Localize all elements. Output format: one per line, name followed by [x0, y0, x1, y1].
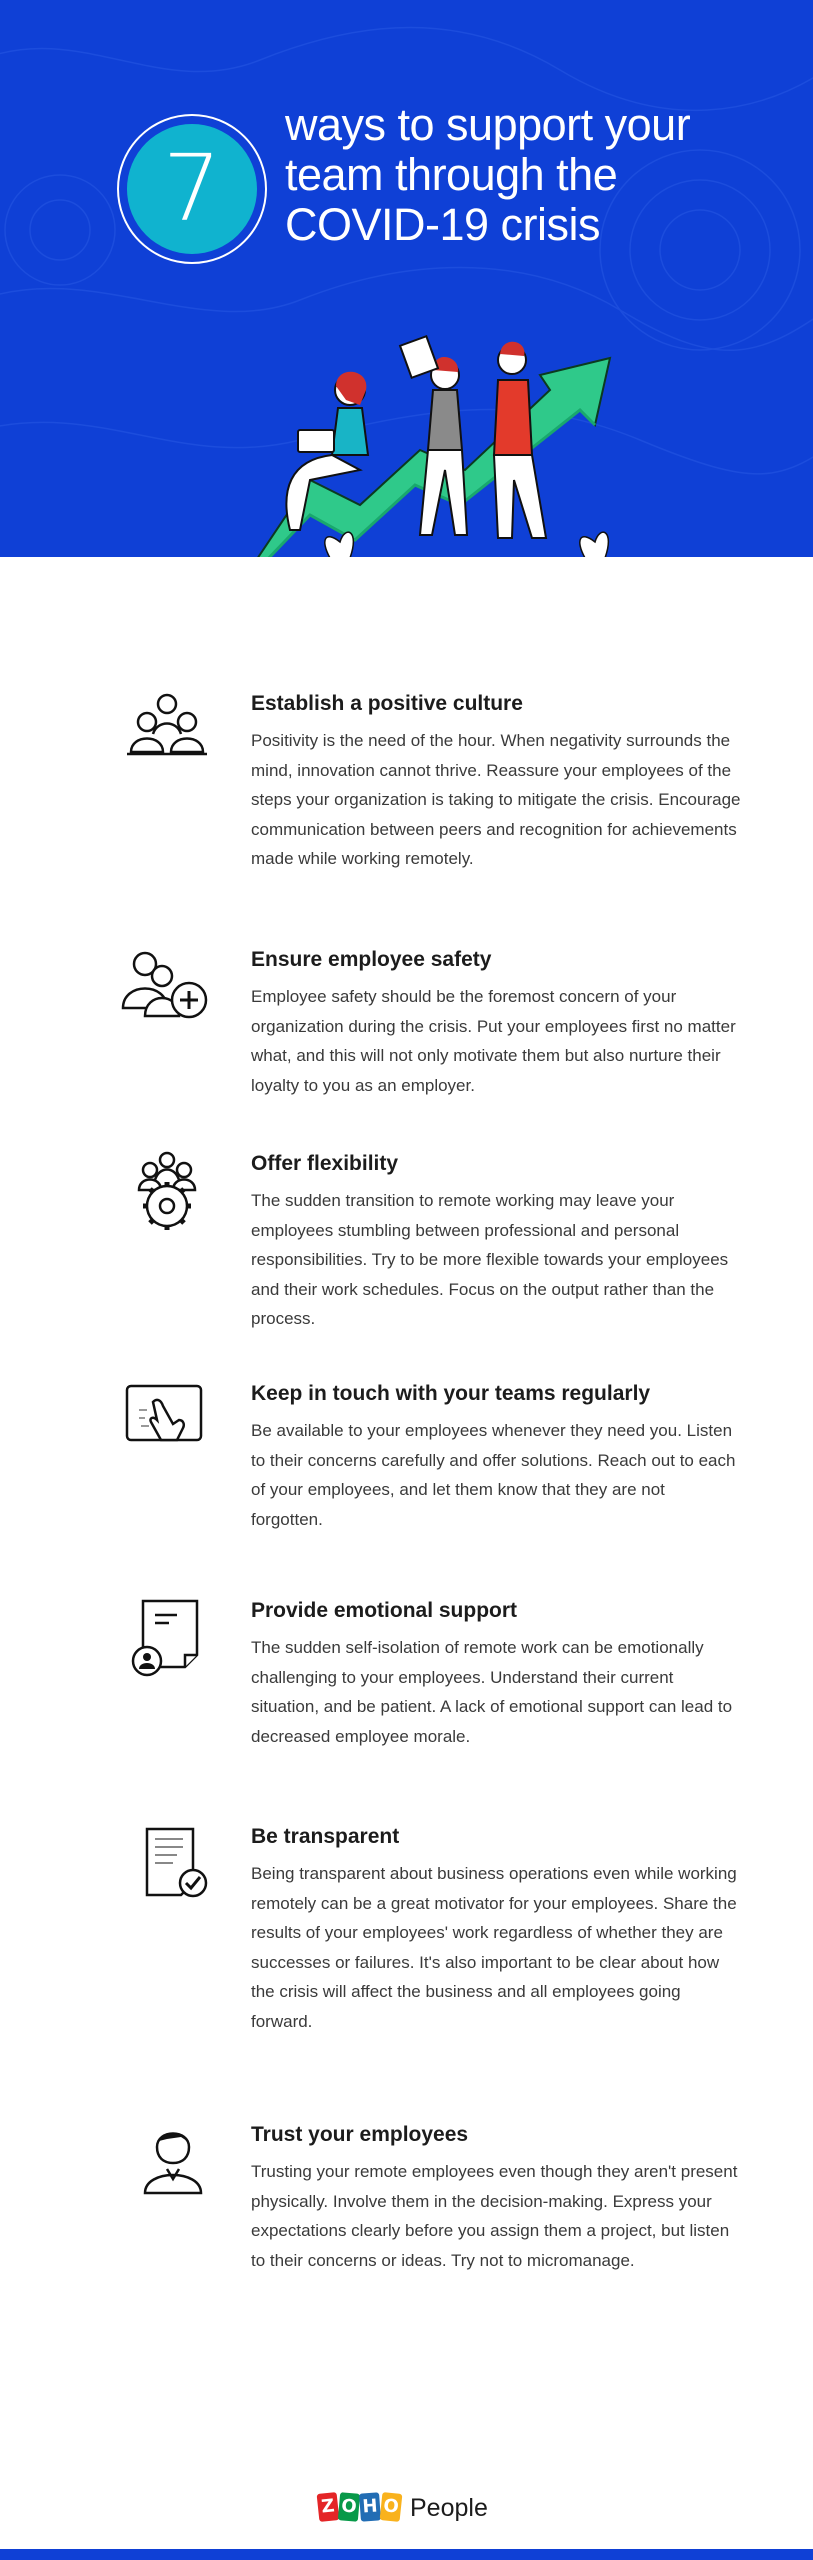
tip-body: Being transparent about business operations even while working remotely can be a great motivator for your employees. Share the results of your employees' work regardless of whether they are successes or failures. It's also important to be clear about how the crisis will affect the business and all employees going forward. [251, 1864, 737, 2031]
hero-banner [0, 0, 813, 557]
footer-bar [0, 2549, 813, 2560]
group-icon [117, 690, 217, 770]
tip-body: Be available to your employees whenever they need you. Listen to their concerns carefully and offer solutions. Reach out to each of your employees, and let them know that they are not forgotten. [251, 1421, 736, 1529]
tip-title: Be transparent [251, 1825, 400, 1848]
tip-title: Offer flexibility [251, 1152, 399, 1175]
checklist-icon [117, 1823, 217, 1903]
logo-letter: H [359, 2492, 381, 2521]
tip-body: Employee safety should be the foremost concern of your organization during the crisis. Put your employees first no matter what, and this will not only motivate them but also nurture their loyalty to you as an employer. [251, 987, 736, 1095]
person-icon [117, 2121, 217, 2201]
user-add-icon [117, 946, 217, 1026]
tip-title: Trust your employees [251, 2123, 469, 2146]
product-name: People [410, 2494, 488, 2522]
logo-letter: O [380, 2492, 403, 2522]
team-growth-illustration [250, 330, 650, 557]
tip-body: Trusting your remote employees even though they aren't present physically. Involve them in the decision-making. Express your expectations clearly before you assign them a project, but listen to their concerns or ideas. Try not to micromanage. [251, 2162, 738, 2270]
hero-title: ways to support your team through the COVID-19 crisis [285, 99, 691, 250]
touch-screen-icon [117, 1380, 217, 1460]
tip-body: The sudden self-isolation of remote work can be emotionally challenging to your employees. Understand their current situation, and be patient. A lack of emotional support can lead to decreased employee morale. [251, 1638, 733, 1746]
tip-body: Positivity is the need of the hour. When negativity surrounds the mind, innovation cannot thrive. Reassure your employees of the steps your organization is taking to mitigate the crisis. Encourage communication between peers and recognition for achievements made while working remotely. [251, 731, 741, 868]
logo-letter: O [338, 2492, 360, 2522]
logo-letter: Z [317, 2492, 340, 2522]
number-badge [117, 114, 267, 264]
badge-number: 7 [127, 124, 257, 254]
tip-body: The sudden transition to remote working may leave your employees stumbling between professional and personal responsibilities. Try to be more flexible towards your employees and their work schedules. Focus on the output rather than the process. [251, 1191, 729, 1328]
tip-title: Ensure employee safety [251, 948, 492, 971]
document-user-icon [117, 1597, 217, 1677]
team-gear-icon [117, 1150, 217, 1230]
tip-title: Provide emotional support [251, 1599, 518, 1622]
tip-title: Establish a positive culture [251, 692, 523, 715]
tip-title: Keep in touch with your teams regularly [251, 1382, 651, 1405]
